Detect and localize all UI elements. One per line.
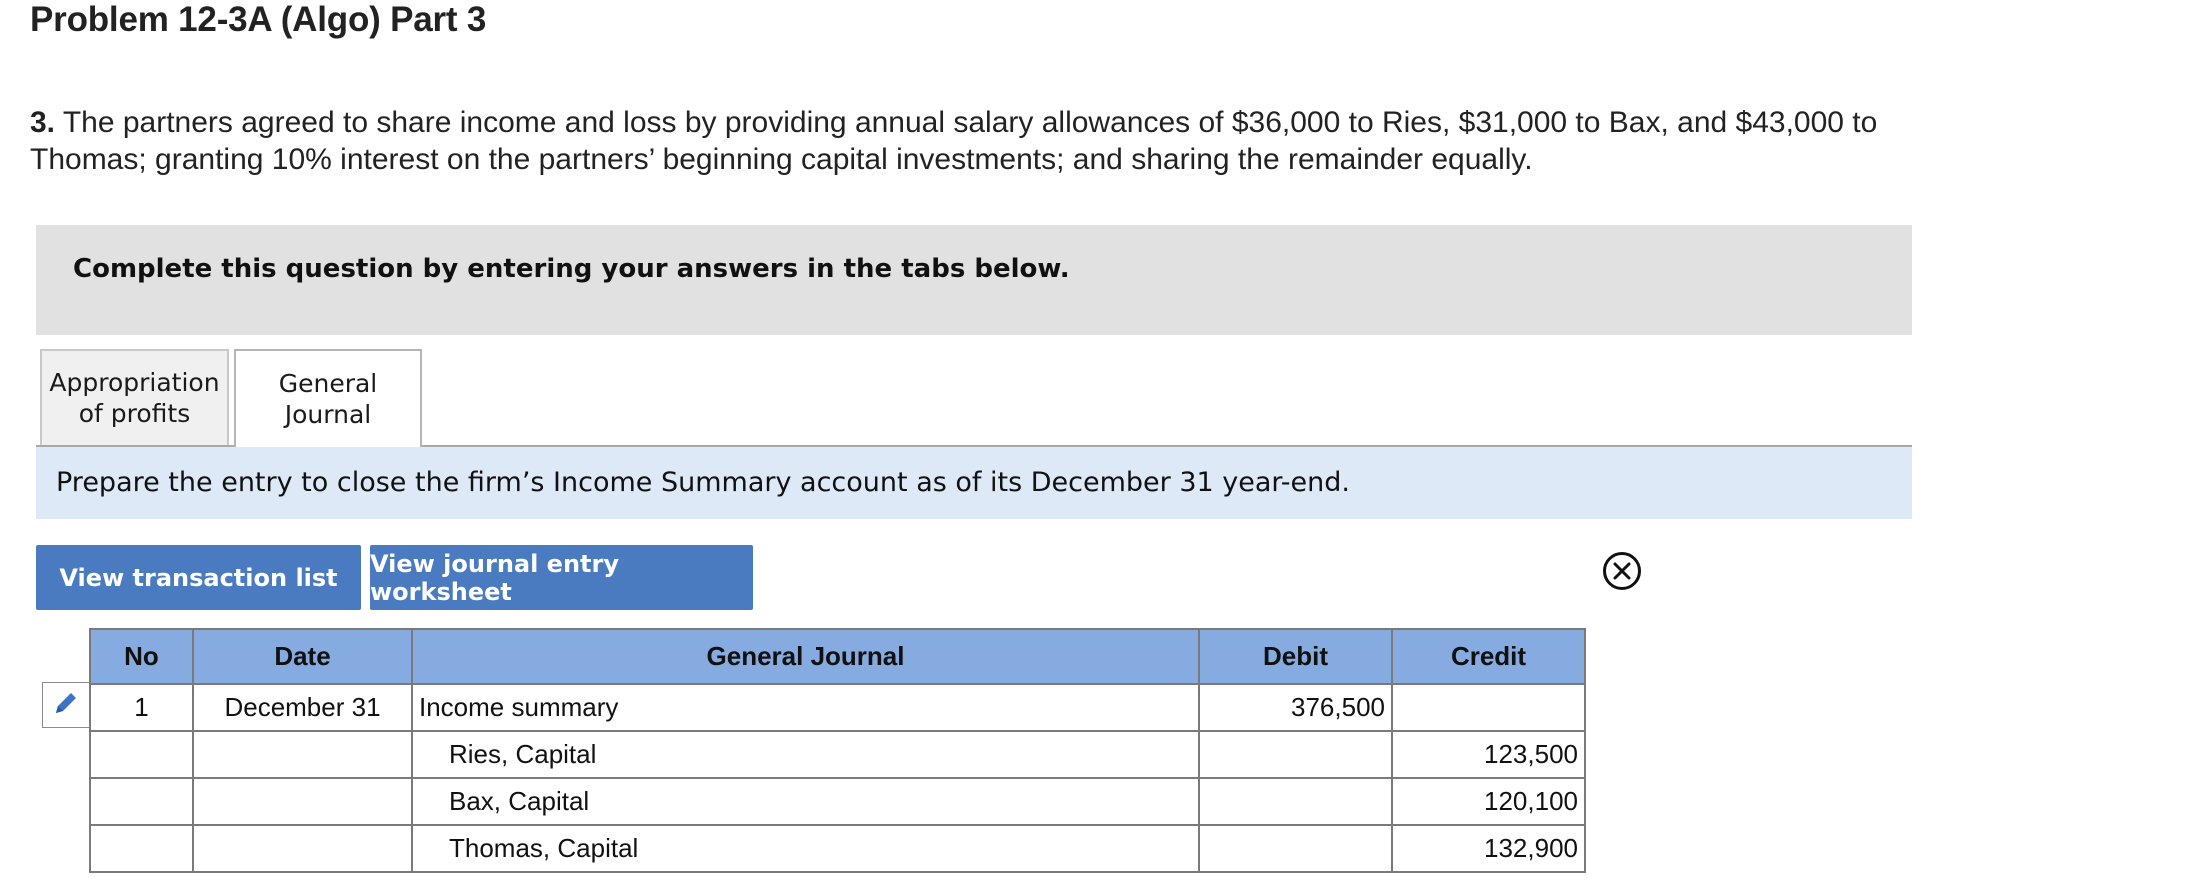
tab-label-line2: Journal: [284, 400, 372, 429]
credit-cell: 132,900: [1392, 825, 1585, 872]
prompt-panel: [36, 447, 1912, 519]
tab-label: [279, 368, 378, 430]
edit-entry-button[interactable]: [42, 682, 90, 728]
pencil-icon: [51, 688, 81, 723]
page-title: Problem 12-3A (Algo) Part 3: [30, 0, 487, 39]
instructions-text: Complete this question by entering your answers in the tabs below.: [73, 254, 1070, 284]
date-cell: [193, 778, 412, 825]
date-cell: [193, 731, 412, 778]
prompt-text: Prepare the entry to close the firm’s Income Summary account as of its December 31 year-end.: [56, 467, 1350, 498]
close-icon[interactable]: [1602, 551, 1642, 591]
table-row: [90, 684, 1585, 731]
question-body: The partners agreed to share income and loss by providing annual salary allowances of $36,000 to Ries, $31,000 to Bax, and $43,000 to Thomas; granting 10% interest on the partners’ beginning capital investments; and sharing the remainder equally.: [30, 106, 1878, 176]
column-header-general-journal: General Journal: [412, 629, 1199, 684]
tab-appropriation-of-profits[interactable]: [40, 349, 229, 445]
debit-cell: 376,500: [1199, 684, 1392, 731]
column-header-date: Date: [193, 629, 412, 684]
date-cell: December 31: [193, 684, 412, 731]
table-row: [90, 825, 1585, 872]
column-header-no: No: [90, 629, 193, 684]
debit-cell: [1199, 825, 1392, 872]
tab-general-journal[interactable]: [234, 349, 422, 447]
table-header-row: [90, 629, 1585, 684]
question-number: 3.: [30, 106, 56, 139]
account-cell: Bax, Capital: [412, 778, 1199, 825]
account-cell: Income summary: [412, 684, 1199, 731]
table-row: [90, 731, 1585, 778]
entry-number-cell: [90, 825, 193, 872]
entry-number-cell: [90, 731, 193, 778]
table-row: [90, 778, 1585, 825]
view-journal-entry-worksheet-button[interactable]: View journal entry worksheet: [370, 545, 753, 610]
tab-label-line1: General: [278, 369, 378, 398]
entry-number-cell: 1: [90, 684, 193, 731]
credit-cell: 120,100: [1392, 778, 1585, 825]
account-cell: Ries, Capital: [412, 731, 1199, 778]
tab-label: [49, 367, 219, 429]
debit-cell: [1199, 731, 1392, 778]
date-cell: [193, 825, 412, 872]
tab-label-line1: Appropriation: [49, 368, 220, 397]
tab-label-line2: of profits: [78, 399, 191, 428]
instructions-panel: [36, 225, 1912, 335]
general-journal-table: [89, 628, 1586, 873]
credit-cell: 123,500: [1392, 731, 1585, 778]
account-cell: Thomas, Capital: [412, 825, 1199, 872]
view-transaction-list-button[interactable]: View transaction list: [36, 545, 361, 610]
column-header-debit: Debit: [1199, 629, 1392, 684]
column-header-credit: Credit: [1392, 629, 1585, 684]
credit-cell: [1392, 684, 1585, 731]
debit-cell: [1199, 778, 1392, 825]
question-text: [30, 104, 1910, 178]
entry-number-cell: [90, 778, 193, 825]
